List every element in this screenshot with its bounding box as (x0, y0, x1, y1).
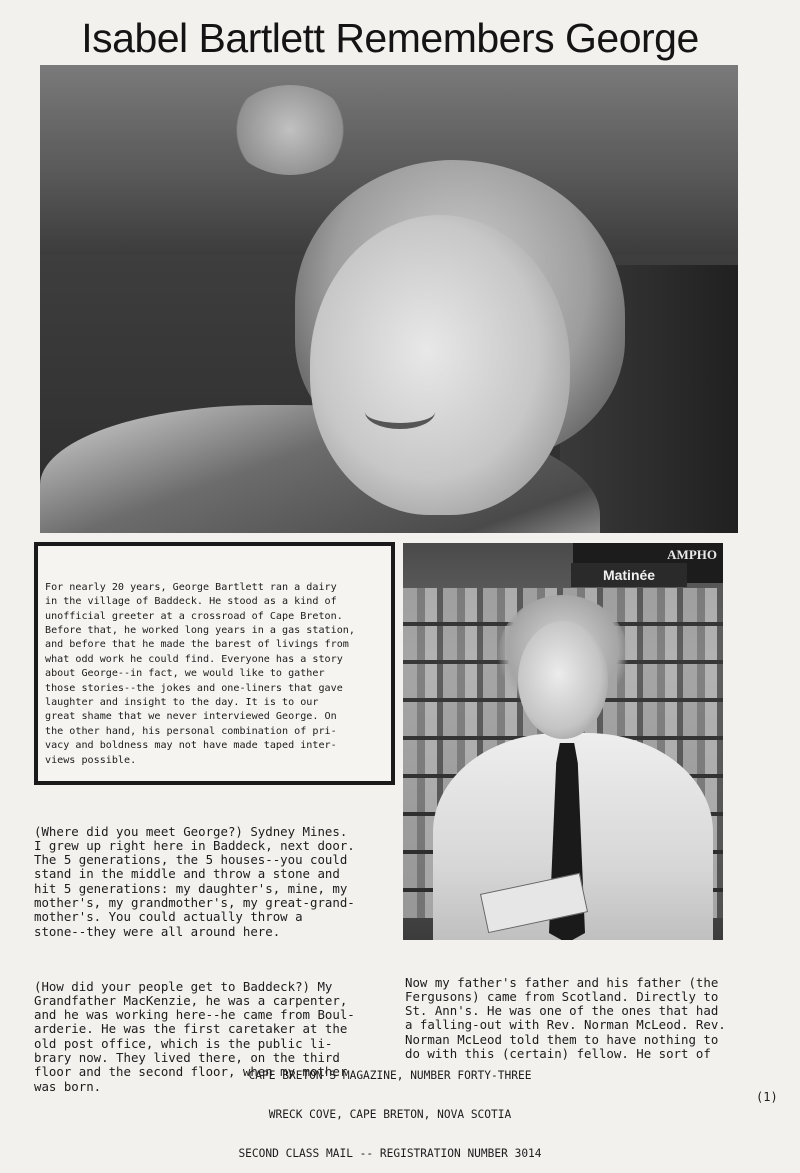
masthead (0, 1043, 780, 1173)
masthead-line: SECOND CLASS MAIL -- REGISTRATION NUMBER 3014 (238, 1147, 542, 1160)
photo-figure-face (310, 215, 570, 515)
photo-background-lamp (230, 85, 350, 175)
body-paragraph: Now my father's father and his father (the Fergusons) came from Scotland. Directly to St. Ann's. He was one of the ones that had a falling-out with Rev. Norman McLeod. Rev. Norman McLeod told them to have nothing to do with this (certain) fellow. He sort of (405, 974, 726, 1062)
masthead-line: WRECK COVE, CAPE BRETON, NOVA SCOTIA (268, 1108, 512, 1121)
intro-paragraph: For nearly 20 years, George Bartlett ran a dairy in the village of Baddeck. He stood as a kind of unofficial greeter at a crossroad of Cape Breton. Before that, he worked long years in a gas station, and before that he made the barest of livings from what odd work he could find. Everyone has a story about George--in fact, we would like to gather those stories--the jokes and one-liners that gave laughter and insight to the day. It is to our great shame that we never interviewed George. On the other hand, his personal combination of pri- vacy and boldness may not have made taped inter- views possible. (45, 581, 355, 766)
masthead-line: CAPE BRETON'S MAGAZINE, NUMBER FORTY-THREE (248, 1069, 532, 1082)
portrait-photo-isabel (40, 65, 738, 533)
body-paragraph: (Where did you meet George?) Sydney Mines. I grew up right here in Baddeck, next door. The 5 generations, the 5 houses--you could stand in the middle and throw a stone and hit 5 generations: my daughter's, mine, my mother's, my grandmother's, my great-grand- mother's. You could actually throw a stone--they were all around here. (34, 823, 355, 939)
portrait-photo-george (403, 543, 723, 940)
photo-man-face (518, 621, 608, 739)
page-number: (1) (756, 1090, 778, 1104)
photo-sign-matinee: Matinée (571, 563, 687, 587)
photo-figure-smile (365, 395, 435, 429)
photo-sign-ampho: AMPHO (573, 543, 723, 583)
intro-box (34, 542, 395, 785)
article-title: Isabel Bartlett Remembers George (81, 15, 699, 61)
body-paragraph: (How did your people get to Baddeck?) My Grandfather MacKenzie, he was a carpenter, and he was working here--he came from Boul- arderie. He was the first caretaker at the old post office, which is the public li- brary now. They lived there, on the third floor and the second floor, when my mother was born. (34, 978, 355, 1094)
